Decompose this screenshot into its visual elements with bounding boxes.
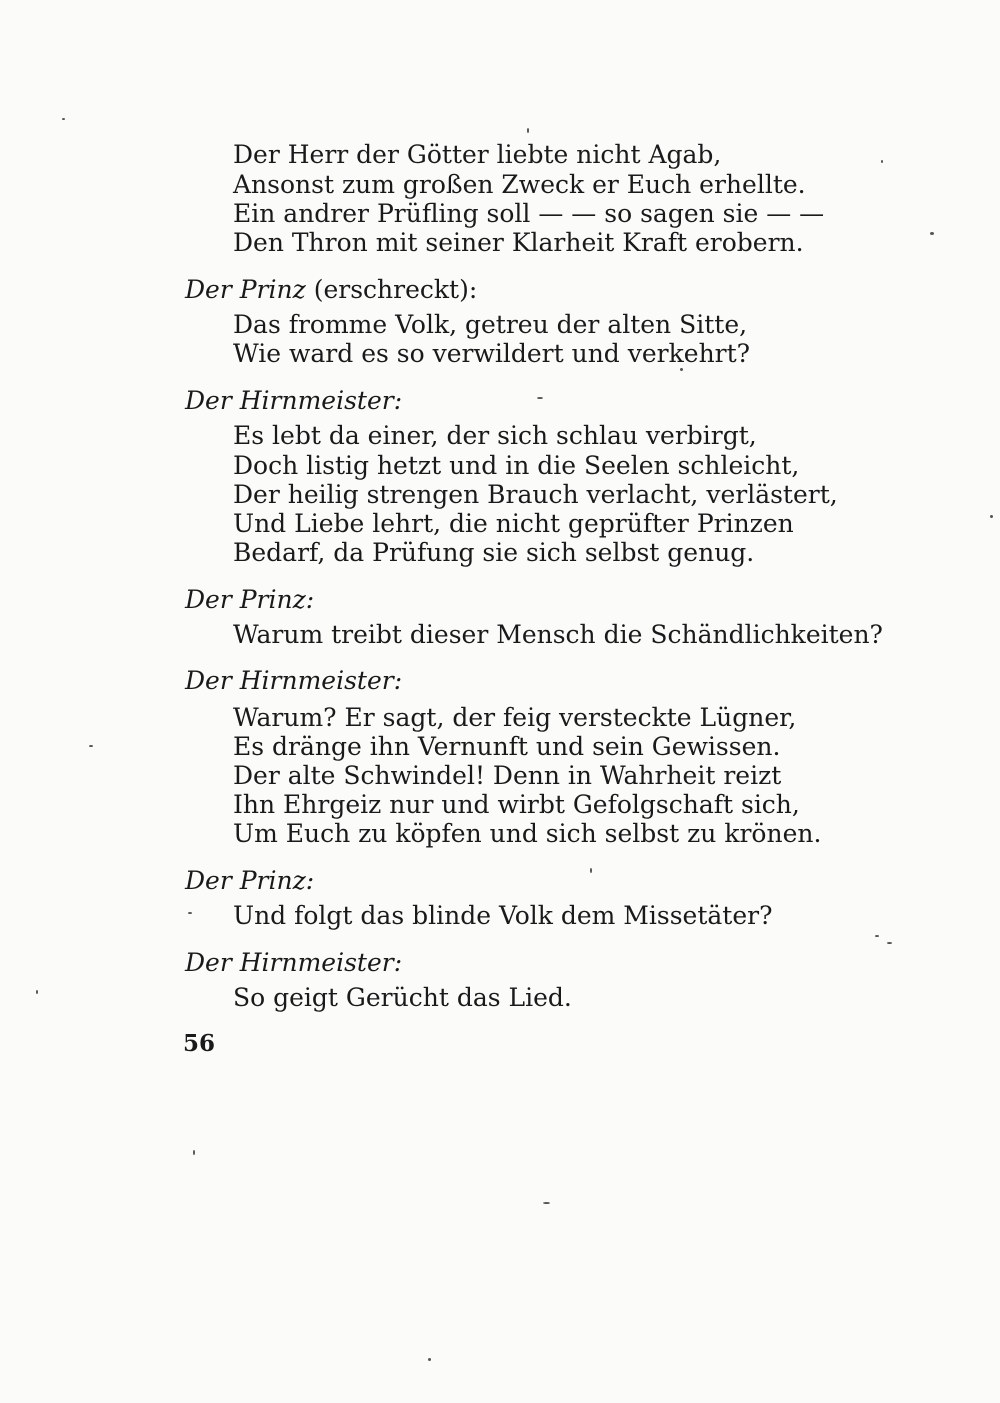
verse-line: Der Herr der Götter liebte nicht Agab, xyxy=(233,140,722,169)
scan-speck xyxy=(89,745,93,747)
verse-line: Es dränge ihn Vernunft und sein Gewissen. xyxy=(233,732,781,761)
verse-line: Doch listig hetzt und in die Seelen schleicht, xyxy=(233,451,800,480)
speaker-name: Der Hirnmeister: xyxy=(185,948,403,977)
speaker-name: Der Hirnmeister: xyxy=(185,666,403,695)
speaker-heading xyxy=(185,275,477,305)
scan-speck xyxy=(193,1150,195,1155)
verse-line: Das fromme Volk, getreu der alten Sitte, xyxy=(233,310,748,339)
scan-speck xyxy=(543,1202,550,1204)
verse-line: Es lebt da einer, der sich schlau verbirgt, xyxy=(233,421,757,450)
speaker-heading xyxy=(185,585,314,615)
speaker-heading xyxy=(185,386,402,416)
verse-line: Warum? Er sagt, der feig versteckte Lügner, xyxy=(233,703,797,732)
scan-speck xyxy=(537,397,543,399)
verse-line: Der heilig strengen Brauch verlacht, verlästert, xyxy=(233,480,838,509)
speaker-heading xyxy=(185,866,314,896)
verse-line: So geigt Gerücht das Lied. xyxy=(233,983,572,1012)
scan-speck xyxy=(680,368,683,371)
verse-line: Der alte Schwindel! Denn in Wahrheit reizt xyxy=(233,761,782,790)
speaker-name: Der Prinz xyxy=(185,275,306,304)
verse-line: Ansonst zum großen Zweck er Euch erhellte. xyxy=(233,170,806,199)
page-number: 56 xyxy=(183,1030,216,1057)
scan-speck xyxy=(188,912,192,914)
scan-speck xyxy=(527,128,529,133)
scan-speck xyxy=(875,935,879,937)
scan-speck xyxy=(930,232,934,235)
stage-direction: (erschreckt): xyxy=(305,275,478,304)
speaker-heading xyxy=(185,948,402,978)
verse-line: Wie ward es so verwildert und verkehrt? xyxy=(233,339,751,368)
verse-line: Ihn Ehrgeiz nur und wirbt Gefolgschaft sich, xyxy=(233,790,800,819)
scan-speck xyxy=(62,118,65,120)
scan-speck xyxy=(887,942,892,944)
speaker-name: Der Prinz: xyxy=(185,585,315,614)
speaker-heading xyxy=(185,666,402,696)
speaker-name: Der Hirnmeister: xyxy=(185,386,403,415)
verse-line: Ein andrer Prüfling soll — — so sagen sie — — xyxy=(233,199,825,228)
verse-line: Bedarf, da Prüfung sie sich selbst genug. xyxy=(233,538,755,567)
verse-line: Und folgt das blinde Volk dem Missetäter? xyxy=(233,901,773,930)
scan-speck xyxy=(428,1358,431,1361)
scan-speck xyxy=(590,868,592,873)
verse-line: Den Thron mit seiner Klarheit Kraft erobern. xyxy=(233,228,804,257)
scan-speck xyxy=(990,515,993,518)
speaker-name: Der Prinz: xyxy=(185,866,315,895)
scan-speck xyxy=(36,990,38,994)
verse-line: Um Euch zu köpfen und sich selbst zu krönen. xyxy=(233,819,822,848)
scan-speck xyxy=(881,160,883,163)
verse-line: Warum treibt dieser Mensch die Schändlichkeiten? xyxy=(233,620,883,649)
verse-line: Und Liebe lehrt, die nicht geprüfter Prinzen xyxy=(233,509,794,538)
